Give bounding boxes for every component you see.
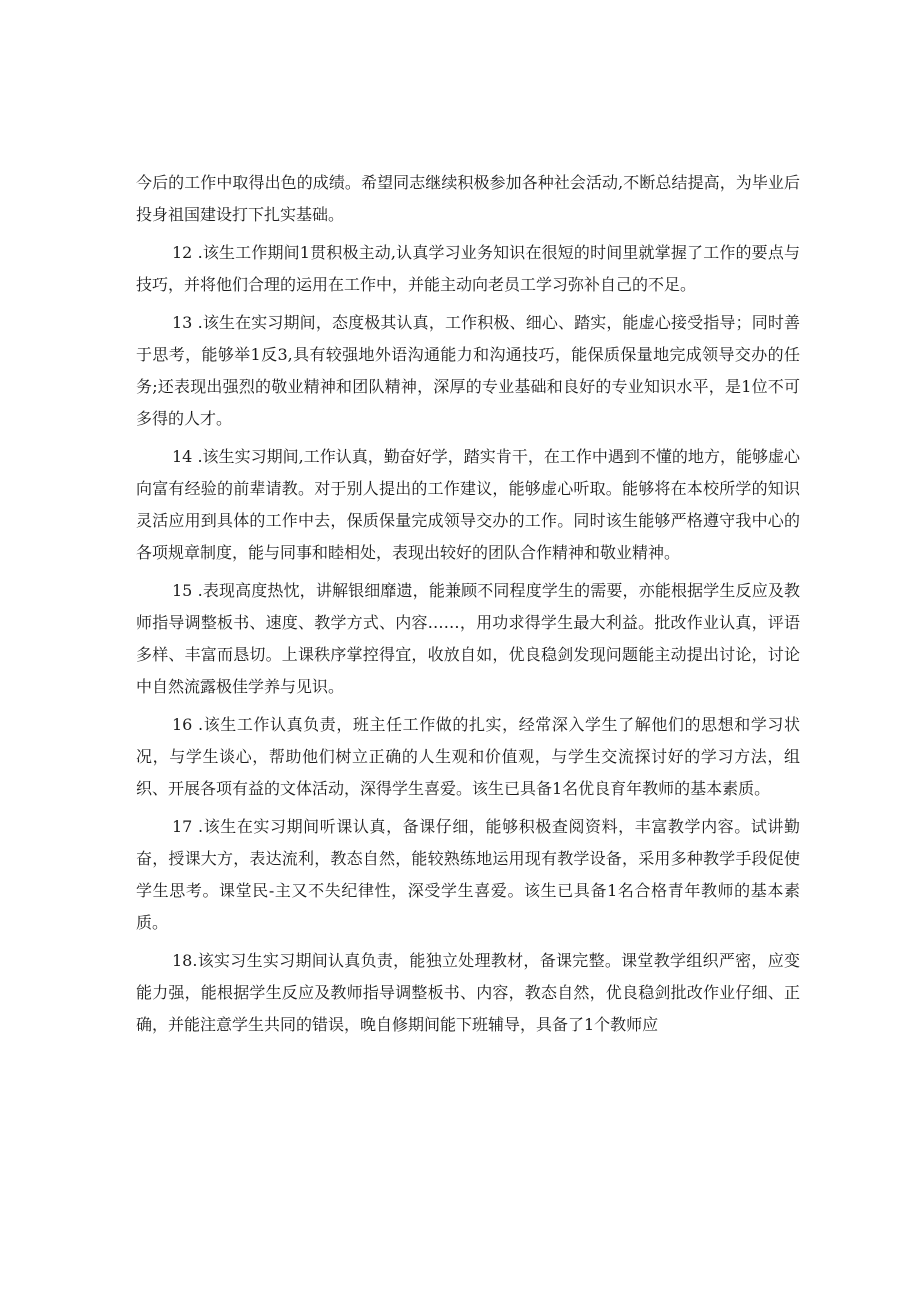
paragraph-item-12: 12 .该生工作期间1贯积极主动,认真学习业务知识在很短的时间里就掌握了工作的要点与技巧，并将他们合理的运用在工作中，并能主动向老员工学习弥补自己的不足。 <box>136 243 800 294</box>
paragraph-item-13: 13 .该生在实习期间，态度极其认真，工作积极、细心、踏实，能虚心接受指导；同时善于思考，能够举1反3,具有较强地外语沟通能力和沟通技巧，能保质保量地完成领导交办的任务;还表现出强烈的敬业精神和团队精神，深厚的专业基础和良好的专业知识水平，是1位不可多得的人才。 <box>136 313 800 428</box>
document-body <box>136 167 800 1041</box>
paragraph-item-17: 17 .该生在实习期间听课认真，备课仔细，能够积极查阅资料，丰富教学内容。试讲勤奋，授课大方，表达流利，教态自然，能较熟练地运用现有教学设备，采用多种教学手段促使学生思考。课堂民-主又不失纪律性，深受学生喜爱。该生已具备1名合格青年教师的基本素质。 <box>136 817 800 932</box>
paragraph-item-15: 15 .表现高度热忱，讲解银细靡遗，能兼顾不同程度学生的需要，亦能根据学生反应及教师指导调整板书、速度、教学方式、内容……，用功求得学生最大利益。批改作业认真，评语多样、丰富而恳切。上课秩序掌控得宜，收放自如，优良稳剑发现问题能主动提出讨论，讨论中自然流露极佳学养与见识。 <box>136 581 800 696</box>
paragraph-item-18: 18.该实习生实习期间认真负责，能独立处理教材，备课完整。课堂教学组织严密，应变能力强，能根据学生反应及教师指导调整板书、内容，教态自然，优良稳剑批改作业仔细、正确，并能注意学生共同的错误，晚自修期间能下班辅导，具备了1个教师应 <box>136 951 800 1034</box>
paragraph-continued: 今后的工作中取得出色的成绩。希望同志继续积极参加各种社会活动,不断总结提高，为毕业后投身祖国建设打下扎实基础。 <box>136 173 800 224</box>
paragraph-item-16: 16 .该生工作认真负责，班主任工作做的扎实，经常深入学生了解他们的思想和学习状况，与学生谈心，帮助他们树立正确的人生观和价值观，与学生交流探讨好的学习方法，组织、开展各项有益的文体活动，深得学生喜爱。该生已具备1名优良育年教师的基本素质。 <box>136 715 800 798</box>
paragraph-item-14: 14 .该生实习期间,工作认真，勤奋好学，踏实肯干，在工作中遇到不懂的地方，能够虚心向富有经验的前辈请教。对于别人提出的工作建议，能够虚心听取。能够将在本校所学的知识灵活应用到具体的工作中去，保质保量完成领导交办的工作。同时该生能够严格遵守我中心的各项规章制度，能与同事和睦相处，表现出较好的团队合作精神和敬业精神。 <box>136 447 800 562</box>
